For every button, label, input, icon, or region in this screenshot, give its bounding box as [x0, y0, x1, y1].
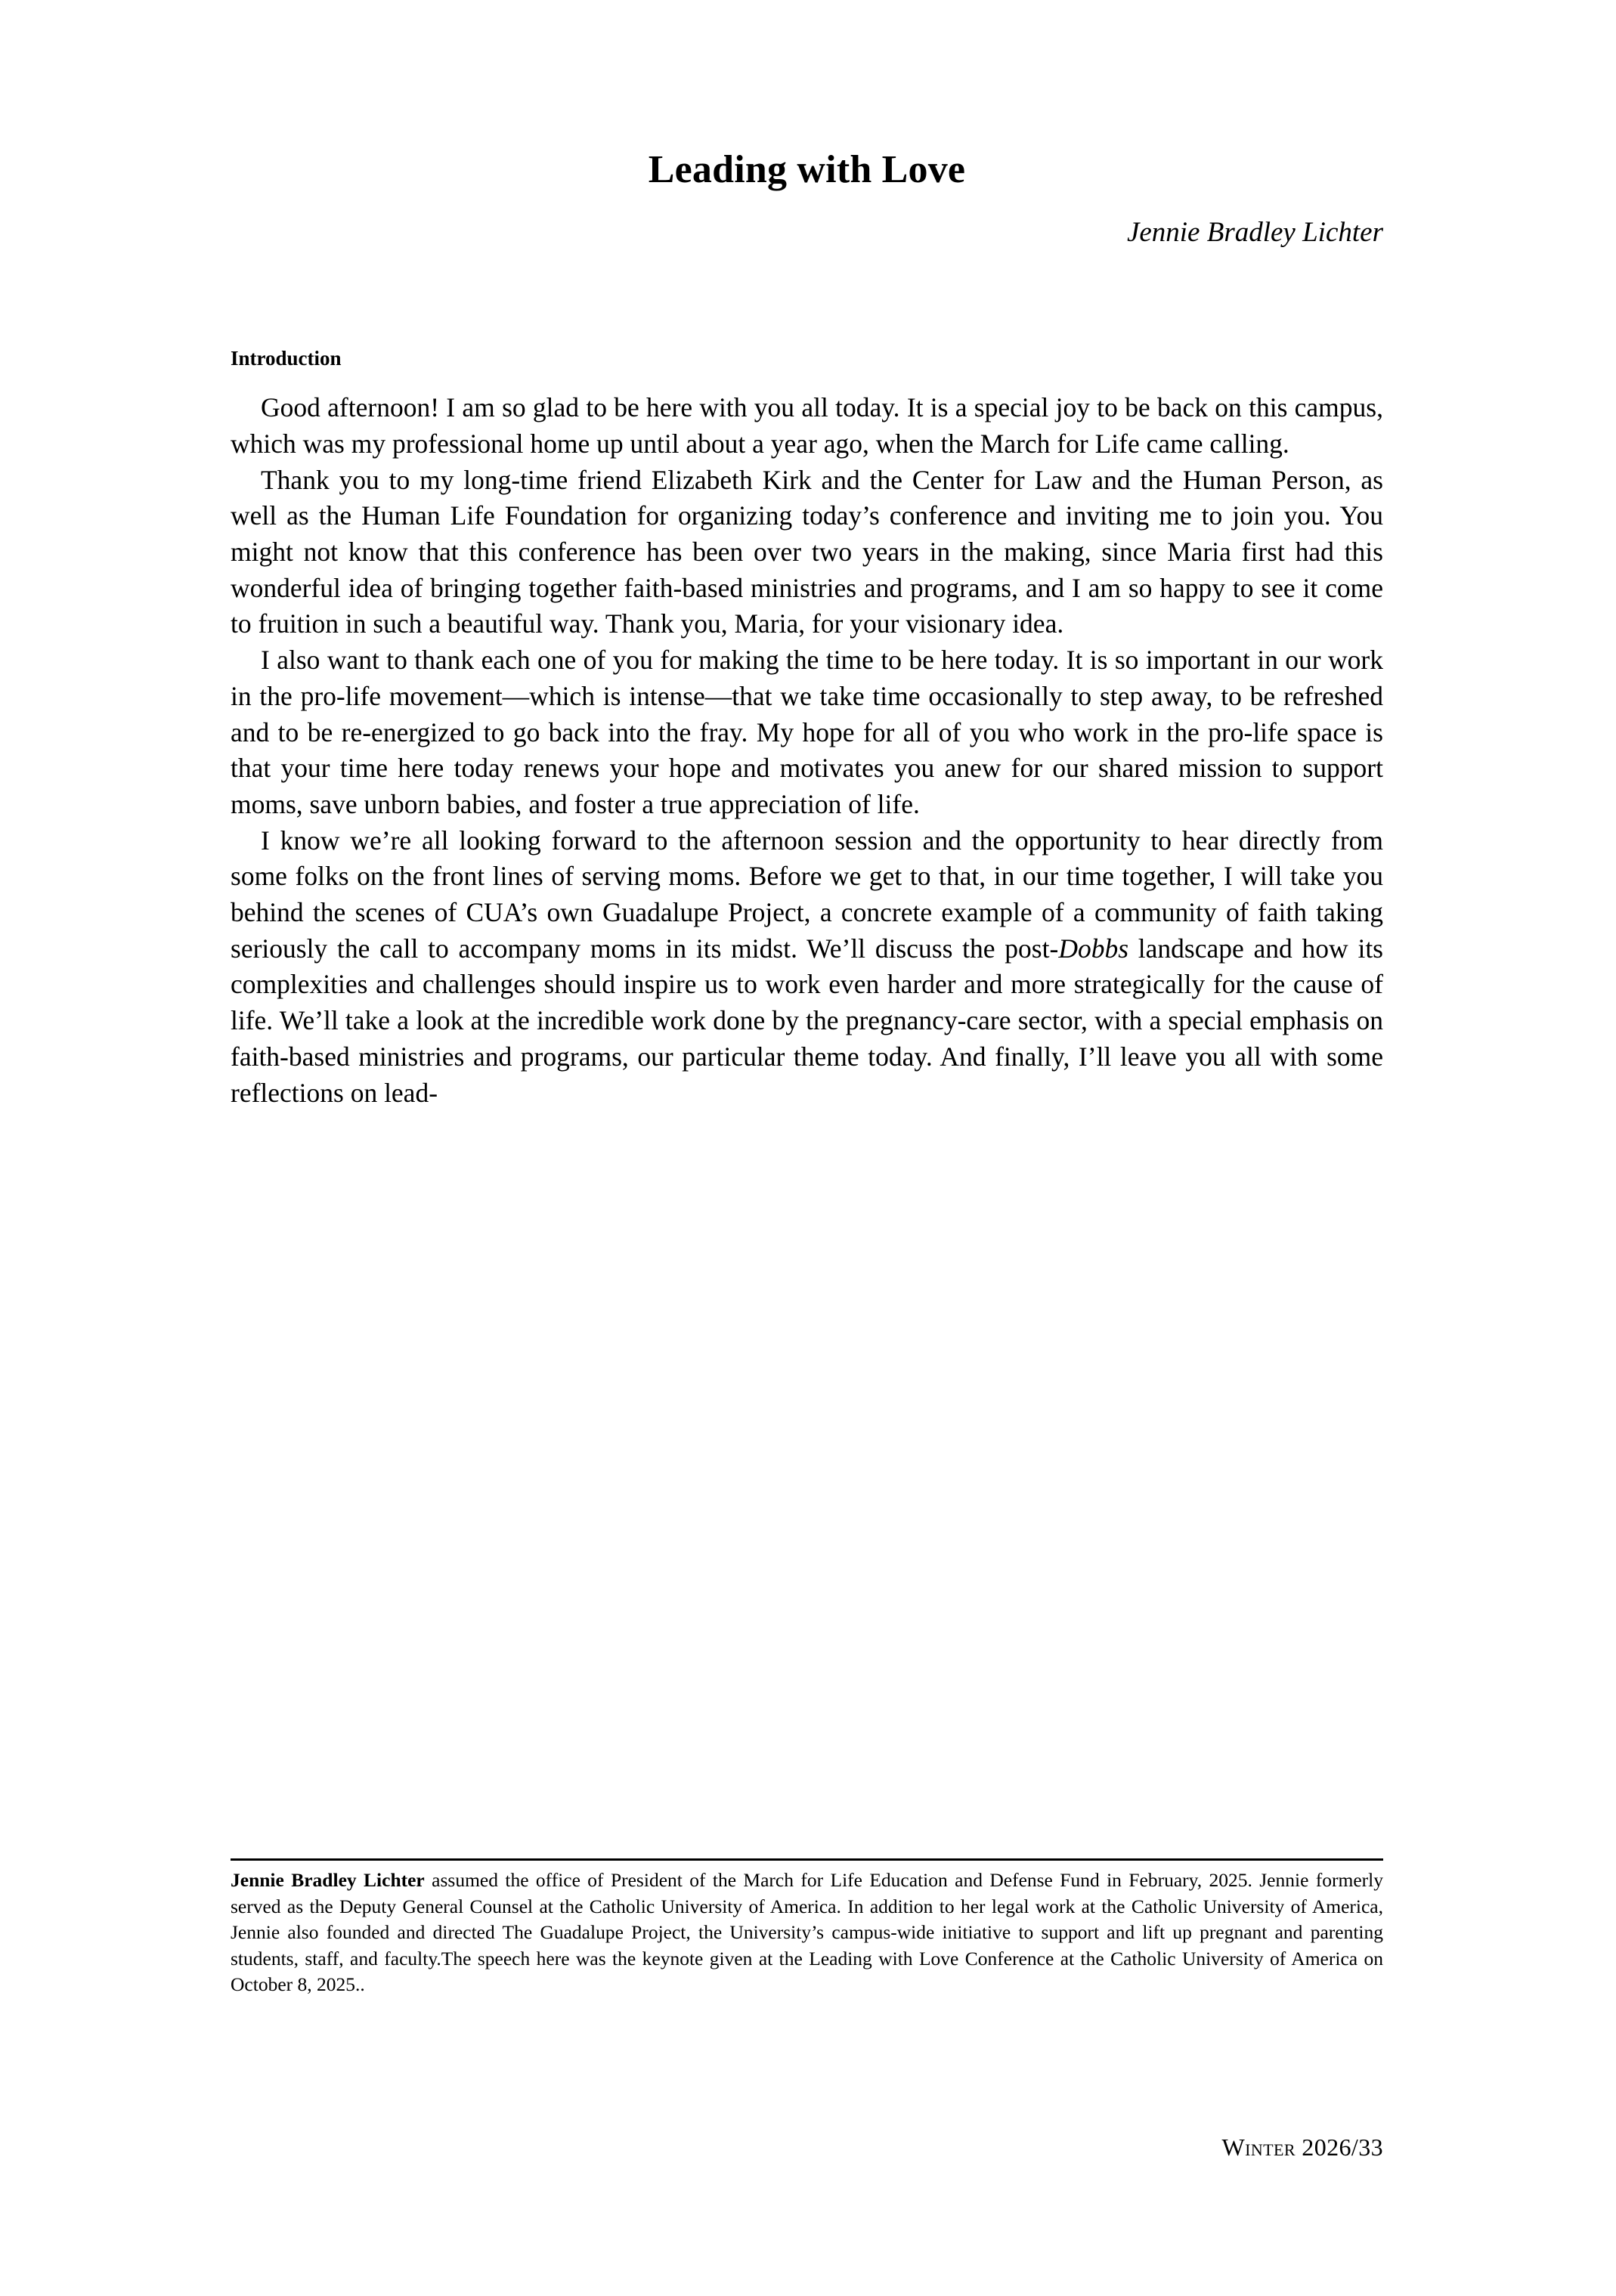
case-name-dobbs: Dobbs: [1058, 933, 1129, 964]
paragraph: Good afternoon! I am so glad to be here with you all today. It is a special joy to be back on this campus, which was my professional home up until about a year ago, when the March for Life came calling.: [231, 392, 1383, 459]
page-footer: [231, 2134, 1383, 2161]
paragraph: [231, 823, 1383, 1112]
paragraph: I also want to thank each one of you for making the time to be here today. It is so important in our work in the pro-life movement—which is intense—that we take time occasionally to step away, to be refreshed and to be re-energized to go back into the fray. My hope for all of you who work in the pro-life space is that your time here today renews your hope and motivates you anew for our shared mission to support moms, save unborn babies, and foster a true appreciation of life.: [231, 645, 1383, 819]
footer-issue-label: Winter 2026/33: [1221, 2134, 1383, 2161]
body-text: [231, 370, 1383, 1111]
footnote-separator-rule: [231, 1858, 1383, 1861]
footnote-author-name: Jennie Bradley Lichter: [231, 1869, 425, 1891]
paragraph: Thank you to my long-time friend Elizabeth Kirk and the Center for Law and the Human Person, as well as the Human Life Foundation for organizing today’s conference and inviting me to join you. You might not know that this conference has been over two years in the making, since Maria first had this wonderful idea of bringing together faith-based ministries and programs, and I am so happy to see it come to fruition in such a beautiful way. Thank you, Maria, for your visionary idea.: [231, 464, 1383, 639]
page-title: Leading with Love: [648, 148, 966, 191]
author-byline: Jennie Bradley Lichter: [1126, 217, 1383, 249]
paragraph-text-after-case-name: landscape and how its complexities and challenges should inspire us to work even harder and more strategically for the cause of life. We’ll take a look at the incredible work done by the pregnancy-care sector, with a special emphasis on faith-based ministries and programs, our particular theme today. And finally, I’ll leave you all with some reflections on lead-: [231, 933, 1383, 1108]
footnote-biography: [231, 1867, 1383, 1998]
footnote-body: assumed the office of President of the March for Life Education and Defense Fund in February, 2025. Jennie formerly served as the Deputy General Counsel at the Catholic University of America. In addition to her legal work at the Catholic University of America, Jennie also founded and directed The Guadalupe Project, the University’s campus-wide initiative to support and lift up pregnant and parenting students, staff, and faculty.The speech here was the keynote given at the Leading with Love Conference at the Catholic University of America on October 8, 2025..: [231, 1869, 1384, 1995]
paragraph-text-before-case-name: I know we’re all looking forward to the afternoon session and the opportunity to hear directly from some folks on the front lines of serving moms. Before we get to that, in our time together, I will take you behind the scenes of CUA’s own Guadalupe Project, a concrete example of a community of faith taking seriously the call to accompany moms in its midst. We’ll discuss the post-: [231, 825, 1383, 964]
section-heading-introduction: Introduction: [231, 346, 342, 370]
footnote-block: [231, 1858, 1383, 1998]
article-content: [231, 0, 1383, 1111]
